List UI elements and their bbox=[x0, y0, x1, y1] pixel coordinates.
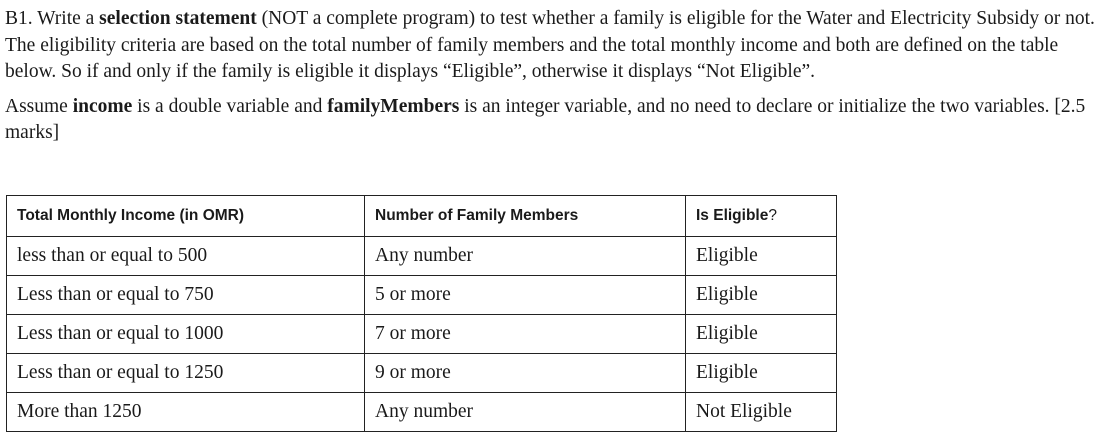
question-text-part: B1. Write a bbox=[5, 8, 100, 29]
income-cell: Less than or equal to 1000 bbox=[7, 315, 365, 354]
header-eligible bbox=[686, 196, 837, 237]
table-row bbox=[7, 237, 837, 276]
table-row bbox=[7, 315, 837, 354]
question-bold-term: selection statement bbox=[99, 8, 257, 29]
income-cell: less than or equal to 500 bbox=[7, 237, 365, 276]
question-text bbox=[5, 6, 1103, 147]
income-cell: Less than or equal to 750 bbox=[7, 276, 365, 315]
header-members: Number of Family Members bbox=[365, 196, 686, 237]
members-cell: 7 or more bbox=[365, 315, 686, 354]
question-paragraph-2 bbox=[5, 94, 1103, 147]
question-paragraph-1 bbox=[5, 6, 1103, 86]
eligible-cell: Eligible bbox=[686, 354, 837, 393]
question-text-part: Assume bbox=[5, 95, 73, 117]
question-text-part: is a double variable and bbox=[132, 95, 328, 117]
table-row bbox=[7, 393, 837, 432]
income-cell: More than 1250 bbox=[7, 393, 365, 432]
income-cell: Less than or equal to 1250 bbox=[7, 354, 365, 393]
question-text-part: (NOT a complete program) to test whether a family is eligible for the Water and Electricity Subsidy or not. The eligibility criteria are based on the total number of family members and the total monthly income and both are defined on the table below. So if and only if the family is eligible it displays “Eligible”, otherwise it displays “Not Eligible”. bbox=[5, 8, 1095, 82]
table-row bbox=[7, 276, 837, 315]
question-bold-term: familyMembers bbox=[327, 95, 460, 117]
header-eligible-mark: ? bbox=[768, 207, 777, 224]
eligible-cell: Eligible bbox=[686, 237, 837, 276]
members-cell: 9 or more bbox=[365, 354, 686, 393]
table-row bbox=[7, 354, 837, 393]
eligible-cell: Eligible bbox=[686, 315, 837, 354]
members-cell: Any number bbox=[365, 237, 686, 276]
header-eligible-label: Is Eligible bbox=[696, 207, 769, 224]
eligible-cell: Not Eligible bbox=[686, 393, 837, 432]
question-bold-term: income bbox=[72, 95, 133, 117]
eligible-cell: Eligible bbox=[686, 276, 837, 315]
table-header-row bbox=[7, 196, 837, 237]
members-cell: Any number bbox=[365, 393, 686, 432]
eligibility-table bbox=[6, 195, 837, 432]
header-income: Total Monthly Income (in OMR) bbox=[7, 196, 365, 237]
question-text-part: is an integer variable, and no need to declare or initialize the two variables. [2.5 marks] bbox=[5, 95, 1086, 143]
members-cell: 5 or more bbox=[365, 276, 686, 315]
